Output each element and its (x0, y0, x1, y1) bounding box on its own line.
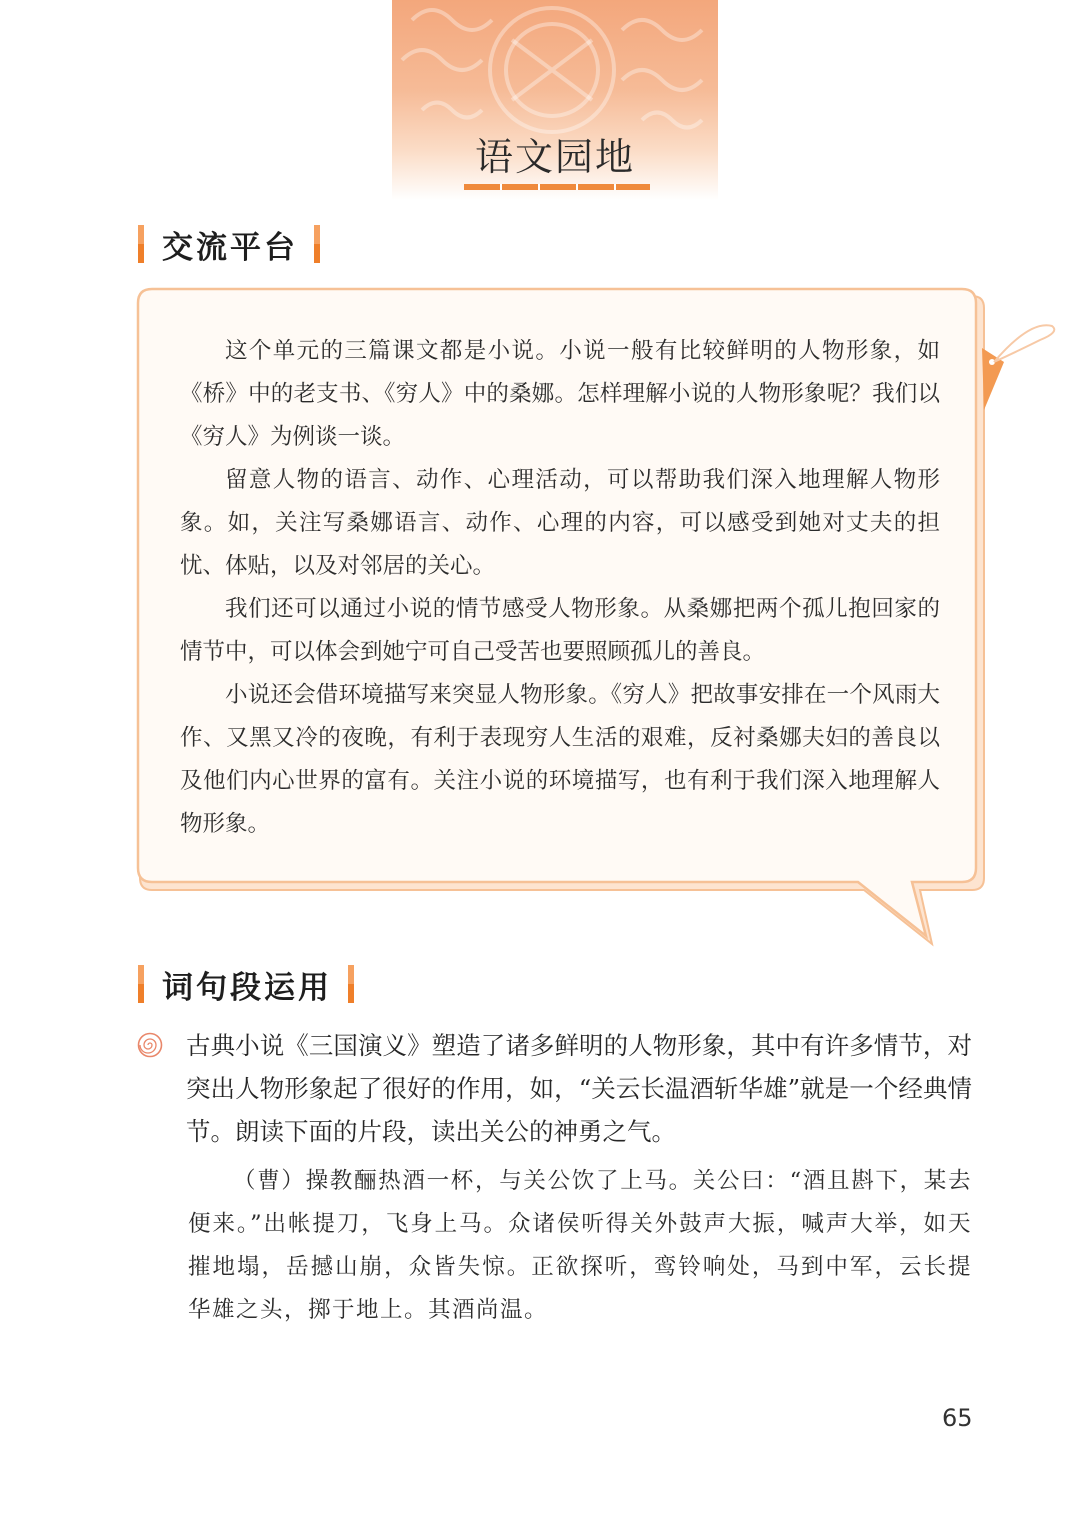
page-title: 语文园地 (474, 135, 635, 179)
spiral-seal-icon (137, 1032, 163, 1058)
exchange-paragraph: 我们还可以通过小说的情节感受人物形象。从桑娜把两个孤儿抱回家的情节中，可以体会到她宁可自己受苦也要照顾孤儿的善良。 (180, 596, 940, 665)
page-number: 65 (942, 1404, 973, 1432)
section-heading-label: 词句段运用 (162, 969, 332, 1006)
tag-icon (982, 325, 1054, 410)
heading-bar-left (138, 965, 144, 1003)
section-heading-label: 交流平台 (162, 229, 298, 266)
heading-bar-right (348, 965, 354, 1003)
question-text: 古典小说《三国演义》塑造了诸多鲜明的人物形象，其中有许多情节，对突出人物形象起了很好的作用，如，“关云长温酒斩华雄”就是一个经典情节。朗读下面的片段，读出关公的神勇之气。 (186, 1031, 972, 1146)
exchange-paragraph: 留意人物的语言、动作、心理活动，可以帮助我们深入地理解人物形象。如，关注写桑娜语言、动作、心理的内容，可以感受到她对丈夫的担忧、体贴，以及对邻居的关心。 (180, 467, 940, 579)
exchange-paragraph: 小说还会借环境描写来突显人物形象。《穷人》把故事安排在一个风雨大作、又黑又冷的夜晚，有利于表现穷人生活的艰难，反衬桑娜夫妇的善良以及他们内心世界的富有。关注小说的环境描写，也有利于我们深入地理解人物形象。 (180, 682, 940, 837)
section-heading-words (138, 964, 354, 1004)
exchange-text (180, 330, 940, 846)
exchange-paragraph: 这个单元的三篇课文都是小说。小说一般有比较鲜明的人物形象，如《桥》中的老支书、《穷人》中的桑娜。怎样理解小说的人物形象呢？我们以《穷人》为例谈一谈。 (180, 338, 940, 450)
excerpt-text: （曹）操教酾热酒一杯，与关公饮了上马。关公曰：“酒且斟下，某去便来。”出帐提刀，飞身上马。众诸侯听得关外鼓声大振，喊声大举，如天摧地塌，岳撼山崩，众皆失惊。正欲探听，鸾铃响处，马到中军，云长提华雄之头，掷于地上。其酒尚温。 (188, 1168, 972, 1323)
